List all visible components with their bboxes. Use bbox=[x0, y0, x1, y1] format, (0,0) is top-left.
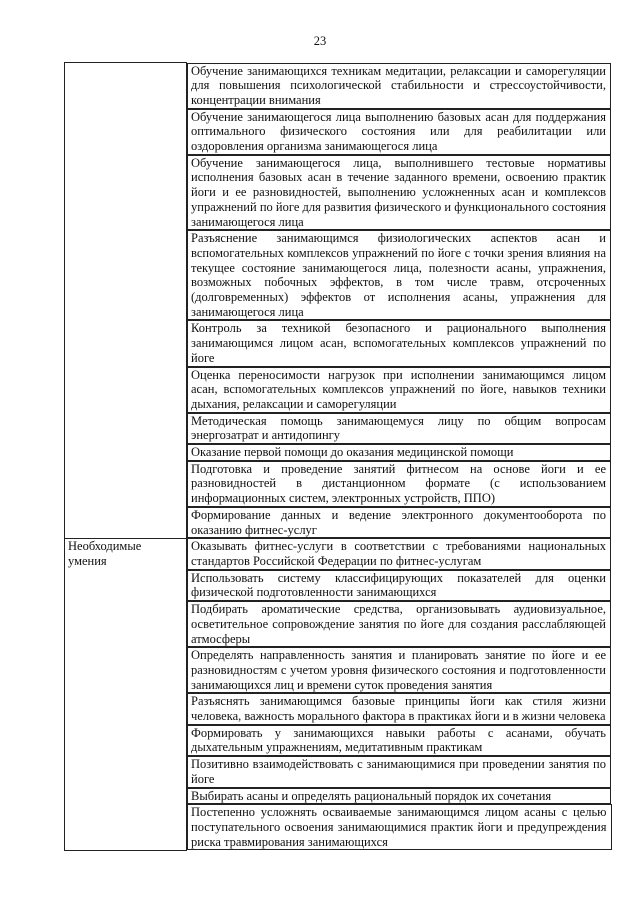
row-text: Позитивно взаимодействовать с занимающимися при проведении занятия по йоге bbox=[187, 756, 611, 787]
row-text: Обучение занимающихся техникам медитации, релаксации и саморегуляции для повышения психологической стабильности и стрессоустойчивости, концентрации внимания bbox=[187, 63, 611, 109]
row-text: Подбирать ароматические средства, организовывать аудиовизуальное, осветительное сопровождение занятия по йоге для создания расслабляющей атмосферы bbox=[187, 601, 611, 647]
requirements-table bbox=[64, 62, 612, 851]
page-number: 23 bbox=[313, 34, 327, 48]
row-text: Разъяснение занимающимся физиологических аспектов асан и вспомогательных комплексов упражнений по йоге с точки зрения влияния на текущее состояние занимающегося лица, полезности асаны, упражнения, возможных побочных эффектов, в том числе травм, отсроченных (долговременных) эффектов от исполнения асаны, упражнения для занимающегося лица bbox=[187, 230, 611, 320]
row-text: Методическая помощь занимающемуся лицу по общим вопросам энергозатрат и антидопингу bbox=[187, 413, 611, 444]
row-text: Обучение занимающегося лица выполнению базовых асан для поддержания оптимального физического состояния или для реабилитации или оздоровления организма занимающегося лица bbox=[187, 109, 611, 155]
table-row bbox=[65, 538, 612, 569]
row-text: Использовать систему классифицирующих показателей для оценки физической подготовленности занимающихся bbox=[187, 570, 611, 601]
row-text: Обучение занимающегося лица, выполнившего тестовые нормативы исполнения базовых асан в течение заданного времени, освоению практик йоги и ее разновидностей, выполнению усложненных асан и комплексов упражнений по йоге для развития физического и функционального состояния занимающегося лица bbox=[187, 155, 611, 231]
section-label bbox=[65, 63, 187, 539]
row-text: Определять направленность занятия и планировать занятие по йоге и ее разновидностям с учетом уровня физического состояния и подготовленности занимающихся лиц и времени суток проведения занятия bbox=[187, 647, 611, 693]
row-text: Постепенно усложнять осваиваемые занимающимся лицом асаны с целью поступательного освоения занимающимися практик йоги и предупреждения риска травмирования занимающихся bbox=[187, 804, 612, 850]
row-text: Формирование данных и ведение электронного документооборота по оказанию фитнес-услуг bbox=[187, 507, 611, 538]
row-text: Оказание первой помощи до оказания медицинской помощи bbox=[187, 444, 611, 461]
row-text: Оказывать фитнес-услуги в соответствии с требованиями национальных стандартов Российской Федерации по фитнес-услугам bbox=[187, 538, 611, 569]
row-text: Оценка переносимости нагрузок при исполнении занимающимся лицом асан, вспомогательных комплексов упражнений по йоге, навыков техники дыхания, релаксации и саморегуляции bbox=[187, 367, 611, 413]
section-label: Необходимые умения bbox=[65, 538, 187, 850]
table-row bbox=[65, 63, 612, 109]
row-text: Разъяснять занимающимся базовые принципы йоги как стиля жизни человека, важность морального фактора в практиках йоги и в жизни человека bbox=[187, 693, 611, 724]
row-text: Формировать у занимающихся навыки работы с асанами, обучать дыхательным упражнениям, медитативным практикам bbox=[187, 725, 611, 756]
row-text: Выбирать асаны и определять рациональный порядок их сочетания bbox=[187, 788, 611, 805]
row-text: Контроль за техникой безопасного и рационального выполнения занимающимся лицом асан, вспомогательных комплексов упражнений по йоге bbox=[187, 320, 611, 366]
row-text: Подготовка и проведение занятий фитнесом на основе йоги и ее разновидностей в дистанционном формате (с использованием информационных систем, электронных устройств, ППО) bbox=[187, 461, 611, 507]
